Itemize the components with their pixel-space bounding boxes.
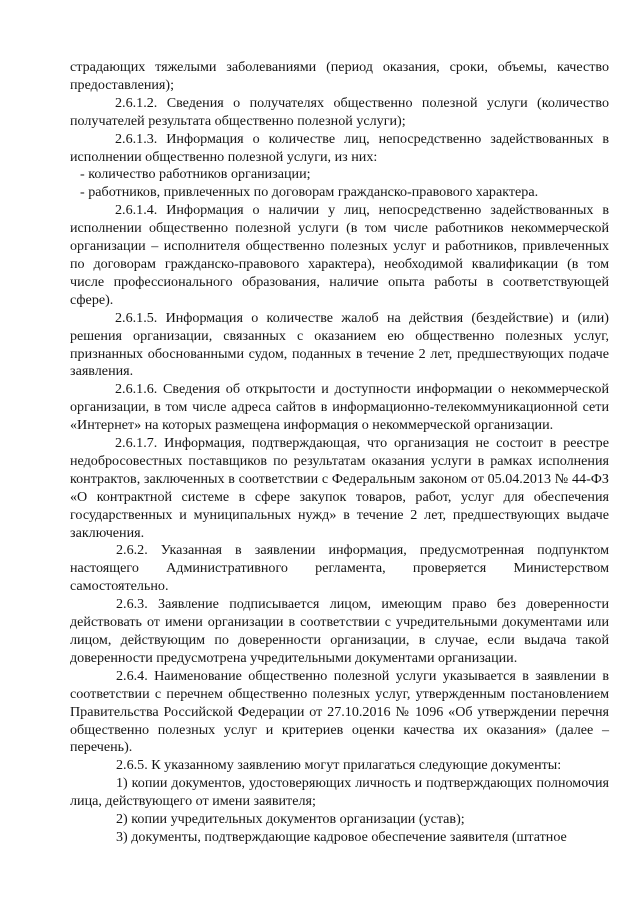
list-item-1: 1) копии документов, удостоверяющих личность и подтверждающих полномочия лица, действующего от имени заявителя; [70, 775, 609, 810]
list-item-3: 3) документы, подтверждающие кадровое обеспечение заявителя (штатное [116, 828, 567, 845]
paragraph-2-6-1-6: 2.6.1.6. Сведения об открытости и доступности информации о некоммерческой организации, в том числе адреса сайтов в информационно-телекоммуникационной сети «Интернет» на которых размещена информация о некоммерческой организации. [70, 381, 609, 434]
paragraph-2-6-4: 2.6.4. Наименование общественно полезной услуги указывается в заявлении в соответствии с перечнем общественно полезных услуг, утвержденным постановлением Правительства Российской Федерации от 27.10.2016 № 1096 «Об утверждении перечня общественно полезных услуг и критериев оценки качества их оказания» (далее – перечень). [70, 667, 609, 756]
paragraph-2-6-1-7: 2.6.1.7. Информация, подтверждающая, что организация не состоит в реестре недобросовестных поставщиков по результатам оказания услуги в рамках исполнения контрактов, заключенных в соответствии с Федеральным законом от 05.04.2013 № 44-ФЗ «О контрактной системе в сфере закупок товаров, работ, услуг для обеспечения государственных и муниципальных нужд» в течение 2 лет, предшествующих выдаче заключения. [70, 435, 609, 541]
document-body [70, 59, 609, 847]
list-item-2: 2) копии учредительных документов организации (устав); [116, 811, 465, 828]
paragraph-2-6-1-2: 2.6.1.2. Сведения о получателях общественно полезной услуги (количество получателей результата общественно полезной услуги); [70, 94, 609, 129]
list-item-contractors: - работников, привлеченных по договорам гражданско-правового характера. [80, 184, 539, 201]
paragraph-2-6-3: 2.6.3. Заявление подписывается лицом, имеющим право без доверенности действовать от имени организации в соответствии с учредительными документами или лицом, действующим по доверенности организации, в случае, если выдача такой доверенности предусмотрена учредительными документами организации. [70, 596, 609, 666]
paragraph-2-6-1-4: 2.6.1.4. Информация о наличии у лиц, непосредственно задействованных в исполнении общественно полезной услуги (в том числе работников некоммерческой организации – исполнителя общественно полезных услуг и работников, привлеченных по договорам гражданско-правового характера), необходимой квалификации (в том числе профессионального образования, наличие опыта работы в соответствующей сфере). [70, 202, 609, 308]
paragraph-2-6-1-3: 2.6.1.3. Информация о количестве лиц, непосредственно задействованных в исполнении общественно полезной услуги, из них: [70, 130, 609, 165]
paragraph-continuation: страдающих тяжелыми заболеваниями (период оказания, сроки, объемы, качество предоставления); [70, 59, 609, 93]
paragraph-2-6-2: 2.6.2. Указанная в заявлении информация, предусмотренная подпунктом настоящего Административного регламента, проверяется Министерством самостоятельно. [70, 542, 609, 595]
paragraph-2-6-1-5: 2.6.1.5. Информация о количестве жалоб на действия (бездействие) и (или) решения организации, связанных с оказанием ею общественно полезных услуг, признанных обоснованными судом, поданных в течение 2 лет, предшествующих подаче заявления. [70, 309, 609, 380]
paragraph-2-6-5: 2.6.5. К указанному заявлению могут прилагаться следующие документы: [116, 757, 562, 774]
list-item-employees: - количество работников организации; [80, 166, 311, 183]
